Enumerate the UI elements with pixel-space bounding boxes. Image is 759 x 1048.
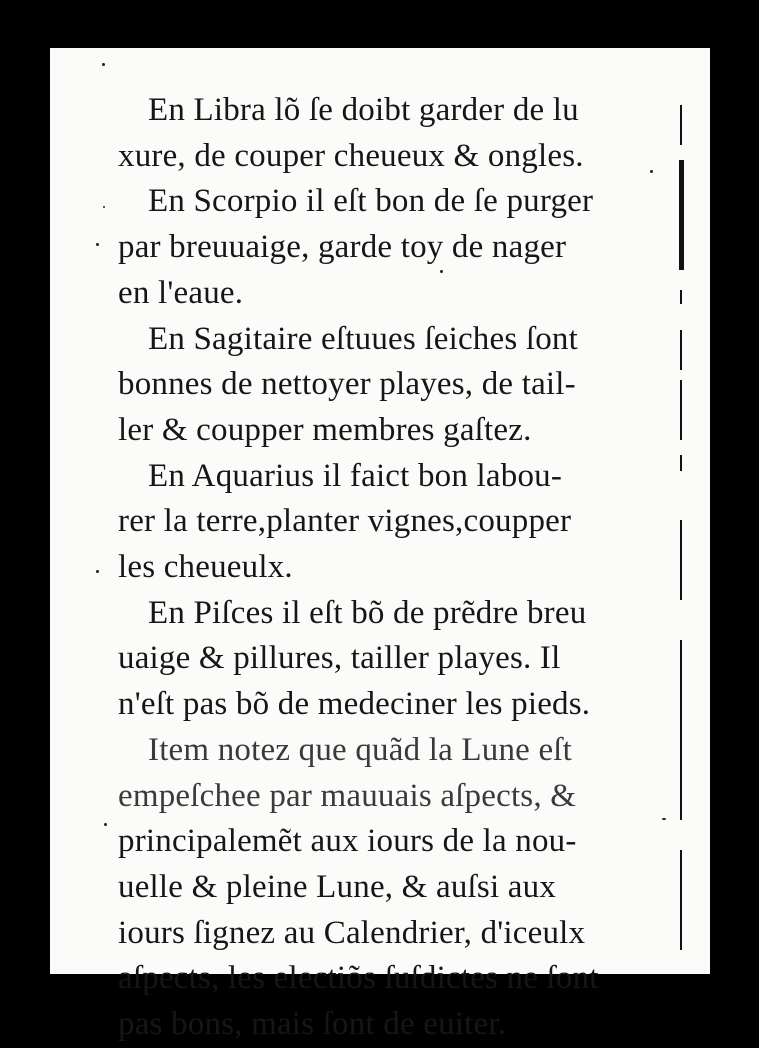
gutter-mark <box>680 330 682 370</box>
ink-speck <box>662 818 666 820</box>
text-line: par breuuaige, garde toy de nager <box>118 229 567 266</box>
ink-speck <box>102 63 105 66</box>
text-line: aſpects, les electiõs ſuſdictes ne ſont <box>118 960 599 997</box>
text-line: bonnes de nettoyer playes, de tail- <box>118 366 576 403</box>
gutter-mark <box>680 640 682 820</box>
ink-speck <box>96 570 99 573</box>
text-line: ler & coupper membres gaſtez. <box>118 411 532 448</box>
text-line: En Aquarius il faict bon labou- <box>148 457 563 494</box>
ink-speck <box>104 823 107 826</box>
text-line: n'eſt pas bõ de medeciner les pieds. <box>118 686 591 723</box>
gutter-mark <box>679 160 684 270</box>
text-line: uaige & pillures, tailler playes. Il <box>118 640 561 677</box>
ink-speck <box>103 206 105 208</box>
ink-speck <box>650 170 653 173</box>
document-text <box>118 88 638 1048</box>
text-line: En Sagitaire eſtuues ſeiches ſont <box>148 320 578 357</box>
text-line: empeſchee par mauuais aſpects, & <box>118 777 577 814</box>
gutter-mark <box>680 520 682 600</box>
text-line: En Libra lõ ſe doibt garder de lu <box>148 92 579 128</box>
ink-speck <box>96 243 99 246</box>
text-line: xure, de couper cheueux & ongles. <box>118 137 584 174</box>
text-line: principalemẽt aux iours de la nou- <box>118 823 577 860</box>
text-line: les cheueulx. <box>118 549 293 586</box>
text-line: En Scorpio il eſt bon de ſe purger <box>148 183 594 220</box>
gutter-mark <box>680 290 682 304</box>
text-line: rer la terre,planter vignes,coupper <box>118 503 572 540</box>
text-line: iours ſignez au Calendrier, d'iceulx <box>118 914 586 951</box>
text-line: Item notez que quãd la Lune eſt <box>148 731 573 768</box>
gutter-mark <box>680 380 682 440</box>
gutter-mark <box>680 850 682 950</box>
text-line: en l'eaue. <box>118 274 244 311</box>
gutter-mark <box>680 455 682 471</box>
text-line: pas bons, mais ſont de euiter. <box>118 1006 507 1043</box>
gutter-mark <box>680 105 682 145</box>
text-line: En Piſces il eſt bõ de prẽdre breu <box>148 594 587 631</box>
text-line: uelle & pleine Lune, & auſsi aux <box>118 868 557 905</box>
